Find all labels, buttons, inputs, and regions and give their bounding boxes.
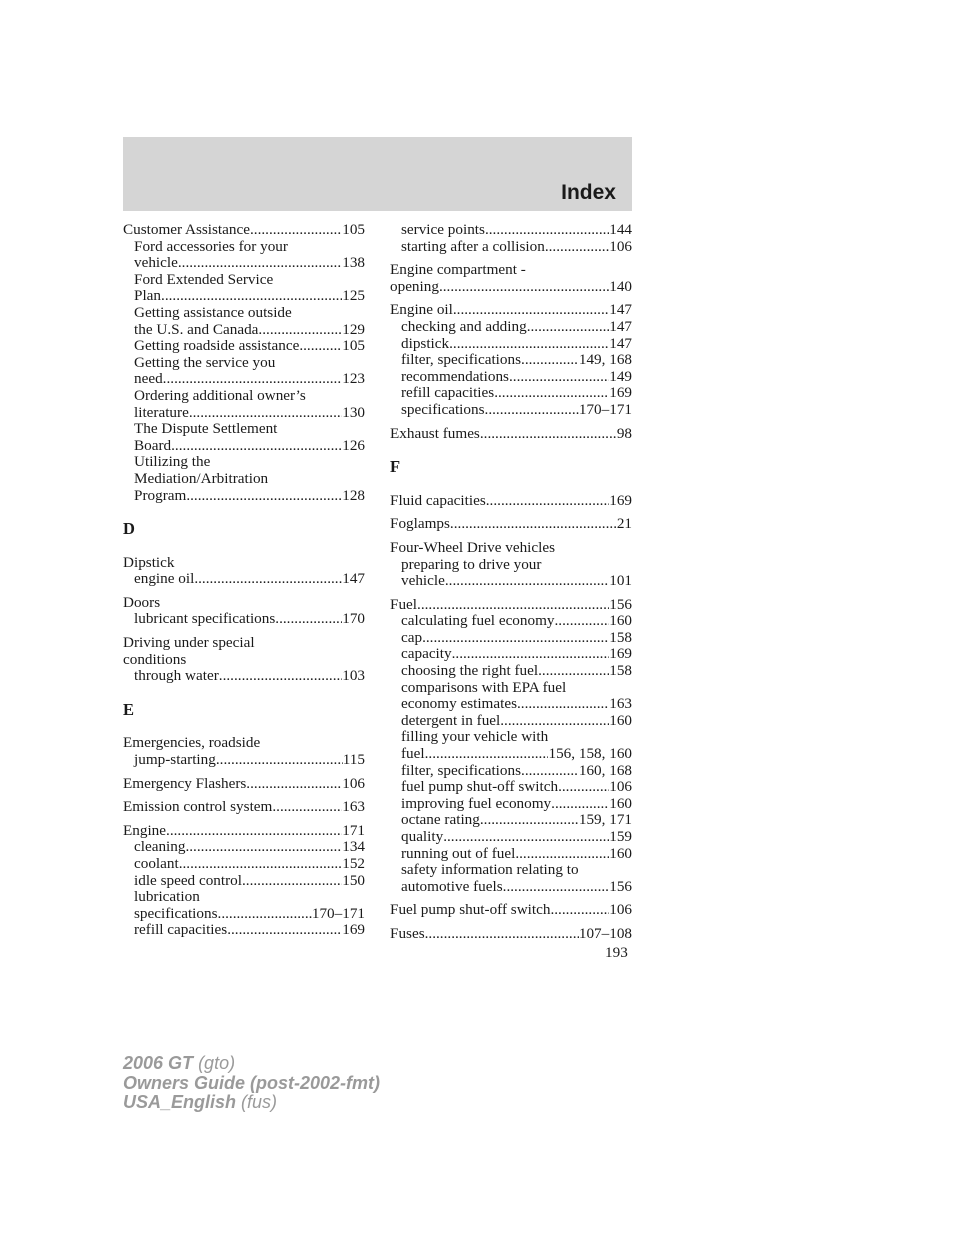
entry-term: Ford accessories for your [134,237,288,255]
entry-term: coolant [134,855,179,872]
entry-page-ref: 128 [342,486,365,504]
entry-page-ref: 147 [609,301,632,319]
index-subentry-line [123,371,365,388]
entry-page-ref: 169 [609,384,632,402]
entry-term: filter, specifications [401,761,522,779]
entry-term: cap [401,628,423,646]
entry-page-ref: 160 [609,711,632,729]
entry-term: automotive fuels [401,877,503,895]
entry-page-ref: 101 [609,572,632,590]
index-subentry-line [123,611,365,628]
index-subentry-line [123,355,365,372]
entry-term: idle speed control [134,871,242,889]
entry-term: fuel pump shut-off switch [401,778,559,796]
index-subentry-line [123,668,365,685]
section-letter: D [123,519,135,539]
entry-term: Plan [134,287,162,305]
entry-page-ref: 123 [342,370,365,388]
entry-page-ref: 158 [609,628,632,646]
index-subentry-line [390,336,632,353]
index-subentry-line [390,812,632,829]
entry-term: Getting roadside assistance [134,337,300,355]
index-entry [390,540,632,590]
index-entry [390,426,632,443]
entry-page-ref: 147 [609,334,632,352]
dot-leader [450,516,617,533]
entry-term: filter, specifications [401,351,522,369]
index-subentry-line [123,454,365,471]
dot-leader [551,796,609,813]
dot-leader [538,663,609,680]
index-entry-line [390,302,632,319]
entry-page-ref: 158 [609,662,632,680]
entry-page-ref: 21 [616,515,632,533]
index-subentry-line [390,352,632,369]
index-subentry-line [390,613,632,630]
dot-leader [272,799,342,816]
index-entry [123,222,365,504]
footer-model: 2006 GT [123,1053,194,1073]
footer-line-1 [123,1054,380,1074]
entry-term: lubricant specifications [134,610,276,628]
entry-term: through water [134,667,219,685]
entry-page-ref: 106 [609,237,632,255]
entry-page-ref: 107–108 [578,924,632,942]
entry-page-ref: 163 [342,798,365,816]
index-subentry-line [390,763,632,780]
entry-term: the U.S. and Canada [134,320,259,338]
index-subentry-line [123,305,365,322]
entry-page-ref: 150 [342,871,365,889]
index-entry [123,635,365,685]
index-subentry-line [123,421,365,438]
index-subentry-line [390,879,632,896]
index-entry [123,735,365,768]
index-subentry-line [123,388,365,405]
index-subentry-line [123,322,365,339]
entry-term: refill capacities [134,921,228,939]
index-subentry-line [123,906,365,923]
page-number: 193 [605,944,628,961]
entry-term: Fuses [390,924,425,942]
index-subentry-line [390,829,632,846]
index-entry-line [123,799,365,816]
dot-leader [550,902,609,919]
entry-term: quality [401,828,444,845]
index-entry-line [390,279,632,296]
entry-term: Getting assistance outside [134,303,292,321]
dot-leader [494,385,609,402]
entry-term: Ford Extended Service [134,270,274,288]
index-subentry-line [390,846,632,863]
index-subentry-line [390,713,632,730]
entry-page-ref: 140 [609,277,632,295]
index-subentry-line [123,889,365,906]
dot-leader [558,779,609,796]
entry-page-ref: 149 [609,367,632,385]
index-entry [390,597,632,896]
entry-page-ref: 160 [609,612,632,630]
index-subentry-line [390,663,632,680]
dot-leader [258,322,342,339]
index-entry-line [390,926,632,943]
entry-term: Mediation/Arbitration [134,469,269,487]
footer-language-code: (fus) [241,1092,278,1112]
index-entry [390,926,632,943]
entry-page-ref: 170–171 [578,400,632,418]
entry-page-ref: 171 [342,821,365,839]
dot-leader [517,696,609,713]
page-title: Index [561,181,616,204]
dot-leader [443,829,609,846]
index-entry [390,302,632,418]
dot-leader [453,302,609,319]
entry-page-ref: 106 [609,778,632,796]
entry-term: engine oil [134,570,195,588]
section-letter: F [390,457,401,477]
dot-leader [503,879,610,896]
dot-leader [545,239,609,256]
index-subentry-line [123,338,365,355]
index-subentry-line [390,696,632,713]
entry-term: lubrication [134,888,200,906]
index-subentry-line [390,646,632,663]
index-subentry-line [123,438,365,455]
index-subentry-line [390,630,632,647]
footer-line-2 [123,1074,380,1094]
header-band [123,137,632,211]
entry-page-ref: 103 [342,667,365,685]
index-entry [390,222,632,255]
entry-page-ref: 134 [342,838,365,856]
entry-term: The Dispute Settlement [134,420,278,438]
dot-leader [500,713,609,730]
dot-leader [485,402,579,419]
entry-page-ref: 129 [342,320,365,338]
index-subentry-line [123,839,365,856]
entry-term: vehicle [401,572,445,590]
dot-leader [439,279,609,296]
index-subentry-line [390,369,632,386]
entry-term: running out of fuel [401,844,516,862]
dot-leader [485,222,609,239]
entry-page-ref: 163 [609,695,632,713]
dot-leader [527,319,610,336]
index-subentry-line [123,272,365,289]
index-entry-line [390,597,632,614]
entry-page-ref: 156 [609,877,632,895]
entry-page-ref: 169 [609,491,632,509]
index-entry [390,493,632,510]
entry-term: Doors [123,593,161,611]
entry-page-ref: 159, 171 [578,811,632,829]
entry-page-ref: 105 [342,337,365,355]
dot-leader [189,405,342,422]
dot-leader [250,222,342,239]
index-entry [123,823,365,939]
entry-term: jump-starting [134,751,216,769]
entry-page-ref: 170–171 [311,904,365,922]
entry-page-ref: 144 [609,221,632,238]
entry-term: recommendations [401,367,509,385]
entry-term: preparing to drive your [401,555,542,573]
index-subentry-line [123,488,365,505]
entry-term: Fluid capacities [390,491,486,509]
entry-term: Emergency Flashers [123,774,247,792]
index-subentry-line [390,680,632,697]
dot-leader [480,426,617,443]
entry-term: opening [390,277,439,295]
entry-term: Fuel pump shut-off switch [390,901,551,919]
entry-term: refill capacities [401,384,495,402]
dot-leader [555,613,610,630]
index-column-left [123,222,365,946]
entry-term: octane rating [401,811,480,829]
dot-leader [445,573,609,590]
entry-term: checking and adding [401,317,527,335]
index-entry-line [123,652,365,669]
footer [123,1054,380,1113]
entry-term: Four-Wheel Drive vehicles [390,538,556,556]
dot-leader [425,926,579,943]
index-entry-line [390,426,632,443]
entry-term: Exhaust fumes [390,424,480,442]
dot-leader [179,856,343,873]
entry-term: dipstick [401,334,450,352]
entry-page-ref: 130 [342,403,365,421]
footer-model-code: (gto) [198,1053,236,1073]
entry-term: Engine oil [390,301,453,319]
index-entry-line [390,262,632,279]
dot-leader [452,646,610,663]
entry-term: Driving under special [123,634,255,652]
entry-term: economy estimates [401,695,517,713]
entry-term: specifications [401,400,485,418]
index-subentry-line [390,239,632,256]
entry-term: Foglamps [390,515,450,533]
entry-term: calculating fuel economy [401,612,555,630]
index-subentry-line [390,402,632,419]
index-entry [123,555,365,588]
dot-leader [219,668,342,685]
index-entry [390,262,632,295]
entry-term: Ordering additional owner’s [134,386,306,404]
index-subentry-line [390,385,632,402]
entry-term: Engine [123,821,167,839]
index-entry-line [123,776,365,793]
index-entry-line [390,902,632,919]
entry-term: Customer Assistance [123,221,250,238]
index-subentry-line [123,239,365,256]
entry-term: fuel [401,745,425,763]
entry-page-ref: 125 [342,287,365,305]
entry-term: choosing the right fuel [401,662,539,680]
dot-leader [425,746,549,763]
entry-term: specifications [134,904,218,922]
entry-page-ref: 169 [609,645,632,663]
dot-leader [218,906,312,923]
entry-page-ref: 98 [616,424,632,442]
entry-term: vehicle [134,254,178,272]
index-subentry-line [390,222,632,239]
index-subentry-line [123,922,365,939]
entry-page-ref: 156, 158, 160 [548,745,632,763]
index-subentry-line [123,405,365,422]
index-entry-line [390,540,632,557]
index-subentry-line [390,319,632,336]
entry-term: safety information relating to [401,861,579,879]
dot-leader [216,752,343,769]
entry-page-ref: 149, 168 [578,351,632,369]
entry-term: Board [134,436,172,454]
dot-leader [275,611,342,628]
dot-leader [449,336,609,353]
index-entry-line [123,595,365,612]
index-column-right [390,222,632,950]
index-subentry-line [123,255,365,272]
entry-page-ref: 126 [342,436,365,454]
entry-term: Fuel [390,595,418,613]
dot-leader [163,371,343,388]
dot-leader [515,846,609,863]
entry-term: cleaning [134,838,186,856]
entry-term: conditions [123,650,187,668]
dot-leader [186,488,342,505]
dot-leader [161,288,342,305]
dot-leader [480,812,579,829]
index-entry-line [390,493,632,510]
entry-page-ref: 152 [342,855,365,872]
index-subentry-line [390,557,632,574]
entry-page-ref: 156 [609,595,632,613]
index-subentry-line [390,746,632,763]
index-subentry-line [390,573,632,590]
dot-leader [299,338,342,355]
entry-term: Utilizing the [134,453,211,471]
entry-term: literature [134,403,189,421]
entry-page-ref: 160 [609,794,632,812]
entry-page-ref: 138 [342,254,365,272]
footer-language: USA_English [123,1092,237,1112]
entry-page-ref: 170 [342,610,365,628]
entry-term: starting after a collision [401,237,545,255]
entry-term: Dipstick [123,553,175,571]
entry-term: comparisons with EPA fuel [401,678,567,696]
entry-term: Emergencies, roadside [123,734,261,752]
index-subentry-line [390,779,632,796]
entry-term: Program [134,486,187,504]
entry-term: filling your vehicle with [401,728,549,746]
index-subentry-line [123,873,365,890]
entry-page-ref: 115 [342,751,365,769]
index-subentry-line [123,471,365,488]
index-subentry-line [123,856,365,873]
footer-guide: Owners Guide (post-2002-fmt) [123,1072,381,1093]
dot-leader [178,255,342,272]
dot-leader [521,763,579,780]
index-subentry-line [123,288,365,305]
entry-term: service points [401,221,485,238]
dot-leader [194,571,342,588]
index-subentry-line [123,752,365,769]
index-entry [390,516,632,533]
entry-term: Getting the service you [134,353,276,371]
dot-leader [171,438,342,455]
dot-leader [242,873,342,890]
index-subentry-line [123,571,365,588]
index-entry [390,902,632,919]
index-entry [123,776,365,793]
entry-page-ref: 169 [342,921,365,939]
entry-page-ref: 147 [342,570,365,588]
dot-leader [486,493,609,510]
index-entry [123,799,365,816]
dot-leader [227,922,342,939]
index-entry-line [123,222,365,239]
entry-term: detergent in fuel [401,711,501,729]
index-entry-line [123,635,365,652]
dot-leader [417,597,609,614]
entry-page-ref: 106 [609,901,632,919]
entry-page-ref: 105 [342,221,365,238]
entry-term: Engine compartment - [390,261,526,279]
index-subentry-line [390,796,632,813]
entry-term: improving fuel economy [401,794,552,812]
index-subentry-line [390,729,632,746]
entry-term: Emission control system [123,798,273,816]
index-entry-line [123,735,365,752]
entry-page-ref: 160 [609,844,632,862]
section-letter: E [123,699,135,719]
index-entry-line [123,823,365,840]
dot-leader [185,839,342,856]
entry-page-ref: 160, 168 [578,761,632,779]
dot-leader [509,369,609,386]
index-entry [123,595,365,628]
entry-term: need [134,370,163,388]
dot-leader [166,823,342,840]
index-subentry-line [390,862,632,879]
entry-page-ref: 147 [609,317,632,335]
index-entry-line [390,516,632,533]
dot-leader [246,776,342,793]
entry-page-ref: 106 [342,774,365,792]
dot-leader [422,630,609,647]
entry-page-ref: 159 [609,828,632,845]
dot-leader [521,352,579,369]
entry-term: capacity [401,645,452,663]
index-entry-line [123,555,365,572]
footer-line-3 [123,1093,380,1113]
